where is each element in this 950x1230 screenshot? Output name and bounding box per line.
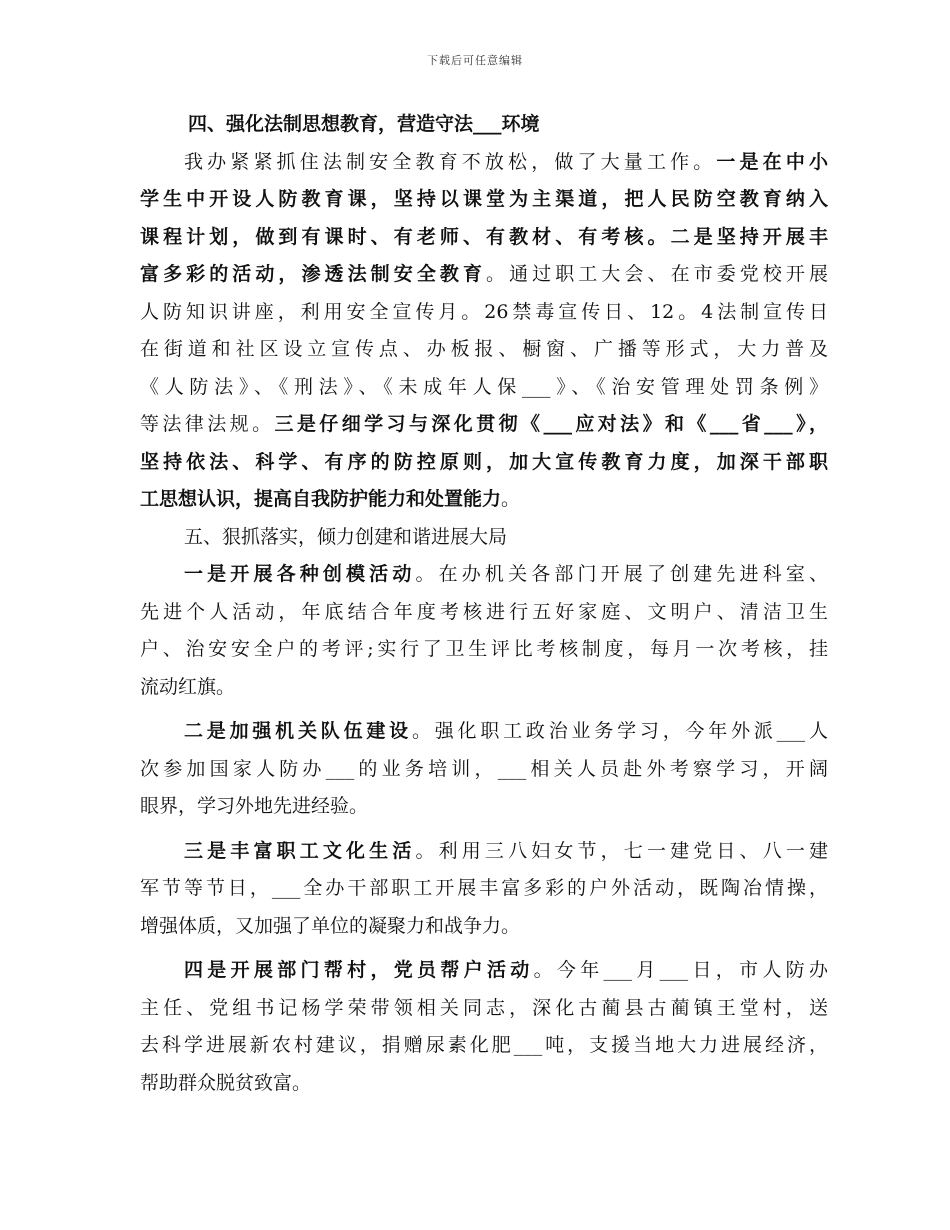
- bold-run: 一是开展各种创模活动: [184, 563, 416, 585]
- document-body: [140, 106, 828, 1102]
- section-heading-4: [140, 106, 828, 144]
- bold-run: 二是加强机关队伍建设: [184, 720, 412, 742]
- paragraph-line: [140, 833, 828, 871]
- paragraph-line: [140, 669, 828, 707]
- text-run: 流动红旗。: [140, 675, 236, 698]
- bold-run: 坚持依法、科学、有序的防控原则，加大宣传教育力度，加深干部职: [140, 450, 828, 473]
- text-run: 。: [501, 488, 521, 510]
- text-run: 主任、党组书记杨学荣带领相关同志，深化古蔺县古蔺镇王堂村，送: [140, 996, 828, 1019]
- text-run: 《人防法》、《刑法》、《未成年人保___》、《治安管理处罚条例》: [140, 375, 828, 398]
- text-run: 眼界，学习外地先进经验。: [140, 795, 369, 817]
- bold-run: 课程计划，做到有课时、有老师、有教材、有考核。二是坚持开展丰: [140, 225, 828, 248]
- paragraph-line: [140, 870, 828, 908]
- paragraph-line: [140, 331, 828, 369]
- paragraph-line: [140, 713, 828, 751]
- paragraph-line: [140, 631, 828, 669]
- paragraph-line: [140, 952, 828, 990]
- text-run: 。今年___月___日，市人防办: [533, 959, 828, 981]
- text-run: 。强化职工政治业务学习，今年外派___人: [411, 720, 828, 742]
- bold-run: 四是开展部门帮村，党员帮户活动: [184, 959, 534, 981]
- paragraph-line: [140, 1065, 828, 1103]
- text-run: 先进个人活动，年底结合年度考核进行五好家庭、文明户、清洁卫生: [140, 600, 828, 623]
- bold-run: 一是在中小: [716, 150, 828, 173]
- text-run: 军节等节日，___全办干部职工开展丰富多彩的户外活动，既陶冶情操，: [140, 877, 828, 899]
- bold-run: 工思想认识，提高自我防护能力和处置能力: [140, 488, 502, 510]
- text-run: 增强体质，又加强了单位的凝聚力和战争力。: [140, 914, 521, 937]
- text-run: 。利用三八妇女节，七一建党日、八一建: [415, 839, 828, 862]
- text-run: 去科学进展新农村建议，捐赠尿素化肥___吨，支援当地大力进展经济，: [140, 1034, 828, 1056]
- paragraph-line: [140, 181, 828, 219]
- paragraph-line: [140, 294, 828, 332]
- bold-run: 富多彩的活动，渗透法制安全教育: [140, 263, 487, 285]
- page-header: 下载后可任意编辑: [427, 54, 523, 67]
- paragraph-line: [140, 369, 828, 407]
- paragraph-line: [140, 406, 828, 444]
- paragraph-line: [140, 556, 828, 594]
- paragraph-line: [140, 144, 828, 182]
- bold-run: 三是丰富职工文化生活: [184, 839, 416, 862]
- text-run: 。在办机关各部门开展了创建先进科室、: [415, 563, 828, 585]
- text-run: 等法律法规。: [140, 413, 275, 435]
- bold-run: 学生中开设人防教育课，坚持以课堂为主渠道，把人民防空教育纳入: [140, 188, 828, 210]
- paragraph-line: [140, 481, 828, 519]
- section-heading-5: [140, 519, 828, 557]
- heading-text: 四、强化法制思想教育，营造守法___环境: [188, 113, 540, 135]
- paragraph-line: [140, 594, 828, 632]
- text-run: 户、治安安全户的考评;实行了卫生评比考核制度，每月一次考核，挂: [140, 638, 828, 660]
- paragraph-line: [140, 788, 828, 826]
- paragraph-line: [140, 751, 828, 789]
- paragraph-line: [140, 444, 828, 482]
- bold-run: 三是仔细学习与深化贯彻《___应对法》和《___省___》，: [274, 413, 828, 435]
- text-run: 次参加国家人防办___的业务培训，___相关人员赴外考察学习，开阔: [140, 757, 828, 780]
- paragraph-line: [140, 1027, 828, 1065]
- paragraph-line: [140, 908, 828, 946]
- text-run: 在街道和社区设立宣传点、办板报、橱窗、广播等形式，大力普及: [140, 338, 828, 360]
- paragraph-line: [140, 256, 828, 294]
- text-run: 我办紧紧抓住法制安全教育不放松，做了大量工作。: [184, 150, 717, 173]
- text-run: 人防知识讲座，利用安全宣传月。26禁毒宣传日、12。4法制宣传日: [140, 300, 828, 323]
- paragraph-line: [140, 990, 828, 1028]
- text-run: 帮助群众脱贫致富。: [140, 1071, 312, 1094]
- heading-text: 五、狠抓落实，倾力创建和谐进展大局: [184, 525, 508, 548]
- text-run: 。通过职工大会、在市委党校开展: [486, 263, 828, 285]
- paragraph-line: [140, 219, 828, 257]
